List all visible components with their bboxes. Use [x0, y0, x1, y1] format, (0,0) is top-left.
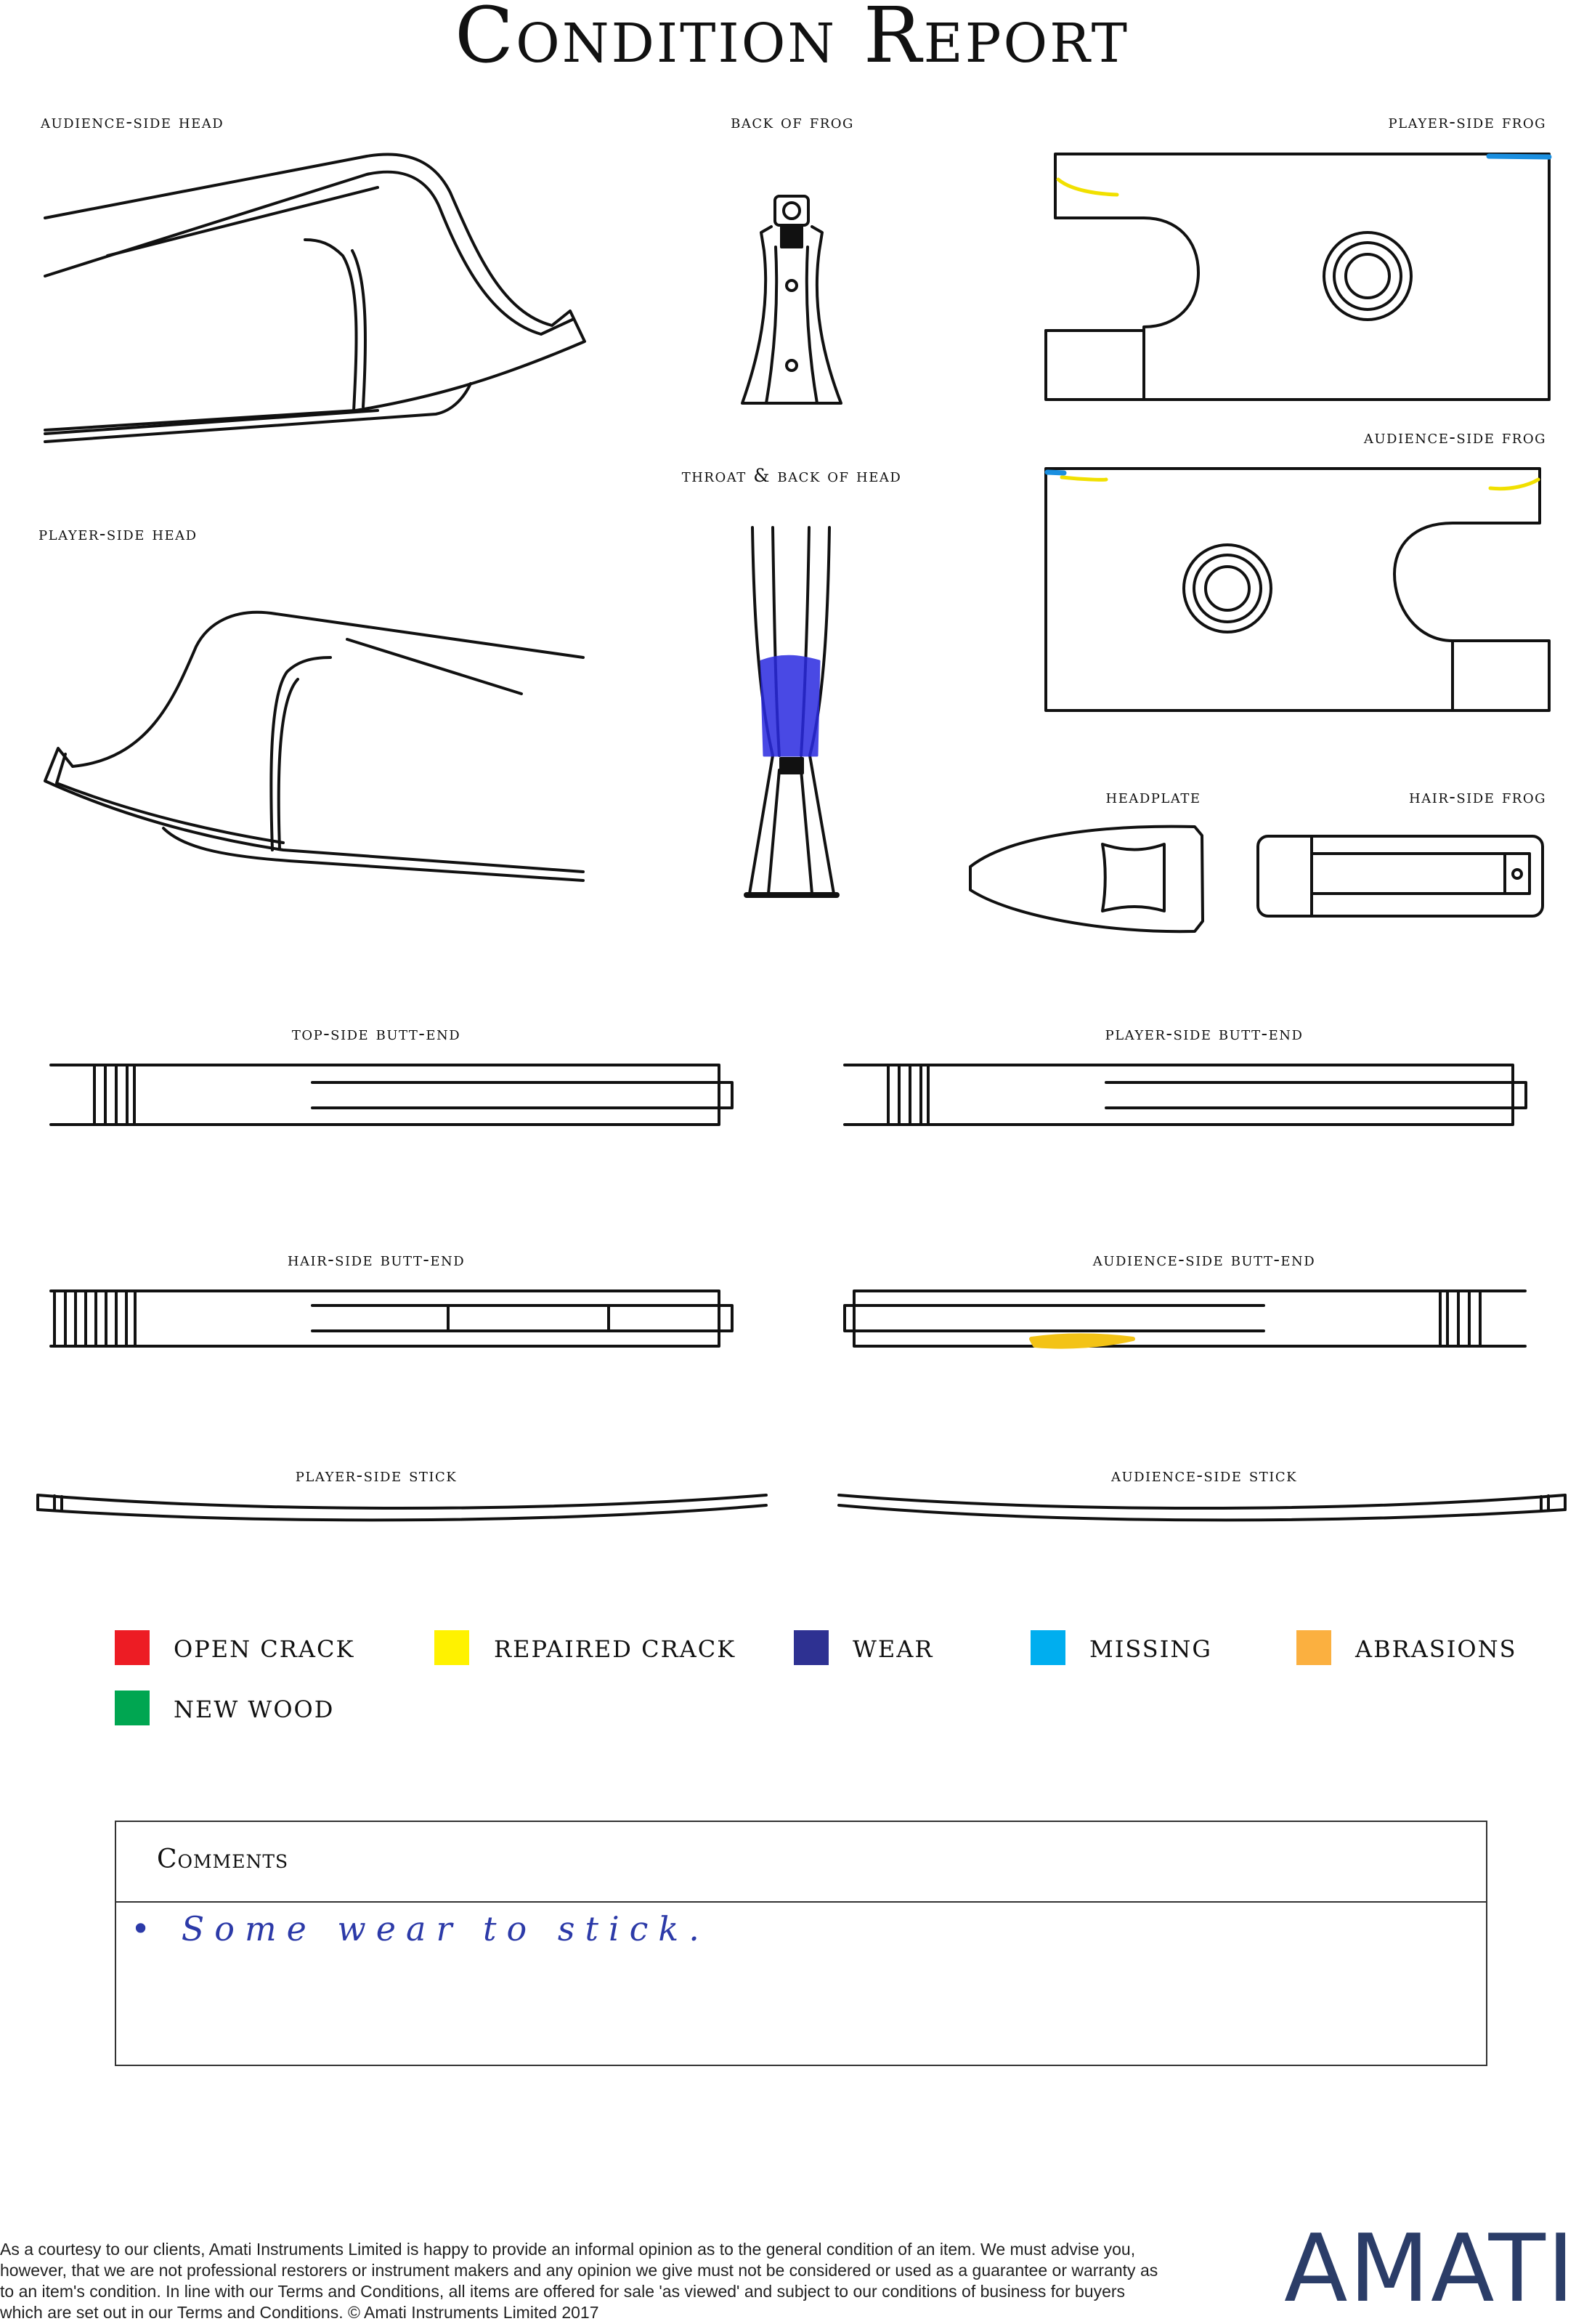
- label-player-side-head: player-side head: [38, 523, 198, 544]
- label-audience-side-stick: audience-side stick: [1110, 1465, 1298, 1486]
- legend-swatch-wear: [794, 1630, 829, 1665]
- audience-side-stick-drawing: [839, 1495, 1565, 1520]
- top-side-butt-end-drawing: [51, 1065, 732, 1125]
- label-back-of-frog: back of frog: [731, 111, 854, 132]
- comments-text: • Some wear to stick.: [131, 1909, 710, 1948]
- label-audience-side-head: audience-side head: [41, 111, 224, 132]
- label-audience-side-frog: audience-side frog: [1363, 426, 1546, 448]
- label-player-side-butt-end: player-side butt-end: [1105, 1023, 1304, 1044]
- legend-swatch-open-crack: [115, 1630, 150, 1665]
- legend-swatch-repaired-crack: [434, 1630, 469, 1665]
- disclaimer-text: As a courtesy to our clients, Amati Instruments Limited is happy to provide an informal opinion as to the general condition of an item. We must advise you, however, that we are not professional restorers or instrument makers and any opinion we give must not be considered or used as a guarantee or warranty as to an item's condition. In line with our Terms and Conditions, all items are offered for sale 'as viewed' and subject to our conditions of business for buyers which are set out in our Terms and Conditions. © Amati Instruments Limited 2017: [0, 2240, 1158, 2322]
- throat-back-of-head-drawing: [747, 527, 837, 895]
- label-player-side-frog: player-side frog: [1388, 111, 1546, 132]
- hair-side-frog-drawing: [1258, 836, 1543, 916]
- label-hair-side-frog: hair-side frog: [1409, 786, 1546, 807]
- comments-box: [115, 1821, 1487, 2066]
- audience-side-head-drawing: [45, 154, 585, 442]
- legend-label-open-crack: OPEN CRACK: [174, 1635, 355, 1663]
- label-headplate: headplate: [1105, 786, 1201, 807]
- page-title: Condition Report: [455, 0, 1129, 80]
- audience-side-frog-drawing: [1046, 469, 1549, 710]
- hair-side-butt-end-drawing: [51, 1291, 732, 1346]
- legend-swatch-new-wood: [115, 1691, 150, 1725]
- comments-title: Comments: [157, 1845, 289, 1874]
- back-of-frog-drawing: [742, 196, 841, 403]
- legend-label-wear: WEAR: [853, 1635, 934, 1663]
- comments-divider: [116, 1901, 1486, 1903]
- player-side-butt-end-drawing: [845, 1065, 1526, 1125]
- audience-side-butt-end-drawing: [845, 1291, 1525, 1347]
- player-side-head-drawing: [45, 612, 583, 880]
- player-side-frog-drawing: [1046, 154, 1549, 400]
- label-hair-side-butt-end: hair-side butt-end: [287, 1249, 466, 1270]
- legend-swatch-missing: [1031, 1630, 1065, 1665]
- label-top-side-butt-end: top-side butt-end: [291, 1023, 461, 1044]
- label-audience-side-butt-end: audience-side butt-end: [1092, 1249, 1316, 1270]
- legend-label-repaired-crack: REPAIRED CRACK: [494, 1635, 736, 1663]
- legend-label-new-wood: NEW WOOD: [174, 1696, 335, 1723]
- label-player-side-stick: player-side stick: [295, 1465, 458, 1486]
- headplate-drawing: [970, 827, 1203, 932]
- legend-label-abrasions: ABRASIONS: [1355, 1635, 1517, 1663]
- legend-label-missing: MISSING: [1089, 1635, 1212, 1663]
- legend-swatch-abrasions: [1296, 1630, 1331, 1665]
- amati-logo: AMATI: [1284, 2215, 1576, 2323]
- player-side-stick-drawing: [38, 1495, 766, 1520]
- label-throat-back-of-head: throat & back of head: [681, 465, 902, 486]
